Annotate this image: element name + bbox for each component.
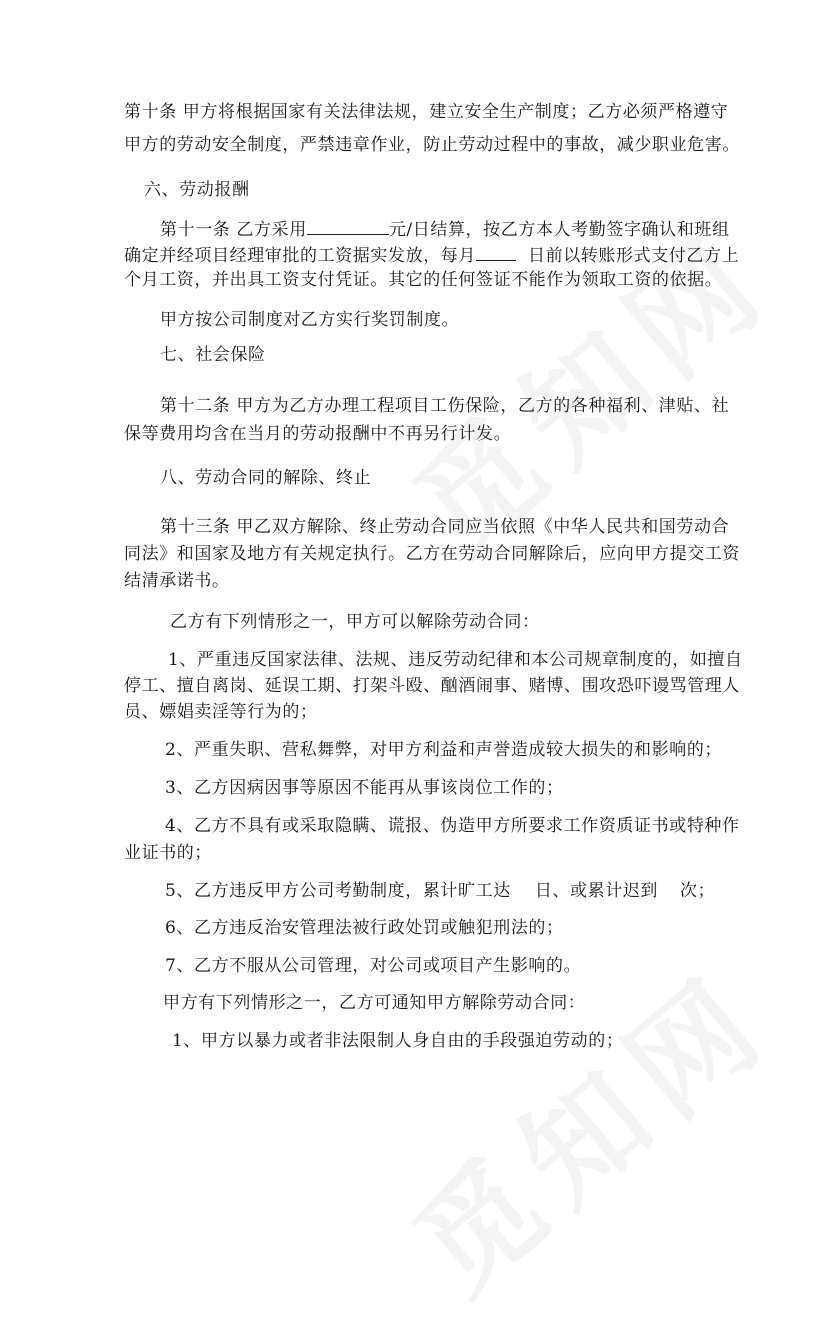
item-5-part-b: 日、或累计迟到	[534, 881, 659, 901]
article-13-line-1: 第十三条 甲乙双方解除、终止劳动合同应当依照《中华人民共和国劳动合	[160, 517, 730, 537]
reward-penalty-text: 甲方按公司制度对乙方实行奖罚制度。	[160, 310, 460, 330]
list-item: 停工、擅自离岗、延误工期、打架斗殴、酗酒闹事、赌博、围攻恐吓谩骂管理人	[124, 676, 740, 696]
pay-day-blank	[476, 244, 516, 261]
list-item: 2、严重失职、营私舞弊，对甲方利益和声誉造成较大损失的和影响的；	[165, 740, 723, 760]
list-item: 业证书的；	[124, 843, 212, 863]
article-11-line-1	[160, 218, 730, 240]
article-11-line-2	[124, 244, 739, 266]
section-heading-7: 七、社会保险	[160, 345, 266, 365]
list-item: 4、乙方不具有或采取隐瞒、谎报、伪造甲方所要求工作资质证书或特种作	[165, 816, 740, 836]
list-item: 6、乙方违反治安管理法被行政处罚或触犯刑法的；	[165, 918, 564, 938]
item-5-part-a: 5、乙方违反甲方公司考勤制度，累计旷工达	[165, 881, 511, 901]
article-11-line-3: 个月工资，并出具工资支付凭证。其它的任何签证不能作为领取工资的依据。	[124, 270, 723, 290]
party-b-terminate-intro: 甲方有下列情形之一，乙方可通知甲方解除劳动合同：	[163, 993, 586, 1013]
list-item: 1、甲方以暴力或者非法限制人身自由的手段强迫劳动的；	[172, 1031, 624, 1051]
section-heading-8: 八、劳动合同的解除、终止	[160, 468, 372, 488]
article-10-line-2: 甲方的劳动安全制度，严禁违章作业，防止劳动过程中的事故，减少职业危害。	[124, 135, 740, 155]
watermark	[373, 927, 801, 1325]
item-5-part-c: 次；	[680, 881, 716, 901]
daily-rate-blank	[307, 218, 389, 235]
article-12-line-1: 第十二条 甲方为乙方办理工程项目工伤保险，乙方的各种福利、津贴、社	[160, 396, 730, 416]
article-10-line-1: 第十条 甲方将根据国家有关法律法规，建立安全生产制度；乙方必须严格遵守	[124, 102, 729, 122]
article-11-prefix: 第十一条 乙方采用	[160, 220, 307, 240]
list-item: 1、严重违反国家法律、法规、违反劳动纪律和本公司规章制度的，如擅自	[168, 650, 743, 670]
list-item: 员、嫖娼卖淫等行为的；	[124, 702, 318, 722]
article-12-line-2: 保等费用均含在当月的劳动报酬中不再另行计发。	[124, 424, 512, 444]
article-13-line-3: 结清承诺书。	[124, 571, 230, 591]
list-item: 7、乙方不服从公司管理，对公司或项目产生影响的。	[165, 956, 582, 976]
section-heading-6: 六、劳动报酬	[144, 180, 250, 200]
party-a-terminate-intro: 乙方有下列情形之一，甲方可以解除劳动合同：	[170, 612, 540, 632]
article-11-line-2-post: 日前以转账形式支付乙方上	[528, 246, 740, 266]
article-11-suffix: 元/日结算，按乙方本人考勤签字确认和班组	[388, 220, 730, 240]
list-item	[165, 881, 715, 901]
article-11-line-2-pre: 确定并经项目经理审批的工资据实发放，每月	[124, 246, 476, 266]
list-item: 3、乙方因病因事等原因不能再从事该岗位工作的；	[165, 778, 564, 798]
article-13-line-2: 同法》和国家及地方有关规定执行。乙方在劳动合同解除后，应向甲方提交工资	[124, 544, 740, 564]
